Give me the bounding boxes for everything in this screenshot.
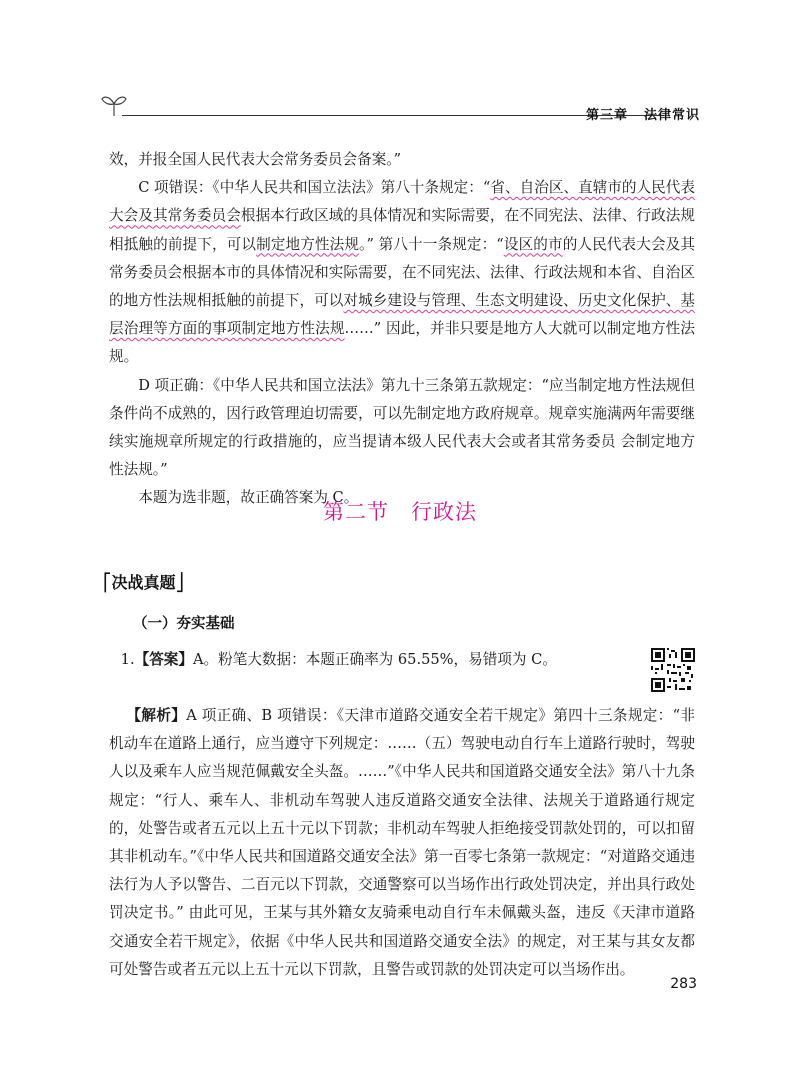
bracket-open: ⎡ [103,573,112,593]
chapter-number: 第三章 [585,108,628,123]
text-run: 的人民代表大会及其常务委员会根据本市的具体情况和实际需要，在不同宪法、法律、行政法规和本省、自治区的地方性法规相抵触的前提下，可以 [109,235,695,310]
practice-heading [103,570,184,593]
text-run: ……” 因此，并非只要是地方人大就可以制定地方性法规。 [109,320,695,366]
paragraph-conclusion: 本题为选非题，故正确答案为 C。 [138,489,359,507]
analysis-paragraph [109,702,695,984]
section-title [0,496,800,526]
highlight-run: 省、自治区、直辖市的人民代表大会及其常务委员会 [109,179,695,225]
chapter-label [586,104,700,123]
highlight-run: 对城乡建设与管理、生态文明建设、历史文化保护、基层治理等方面的事项制定地方性法规 [109,292,695,338]
highlight-run: 设区的市 [503,235,563,253]
answer-tag: 【答案】 [134,651,193,668]
header-rule [122,115,664,116]
analysis-block [109,702,695,984]
answer-line [109,646,641,674]
chapter-title: 法律常识 [643,108,700,123]
analysis-tag: 【解析】 [126,707,187,724]
paragraph-option-d: D 项正确：《中华人民共和国立法法》第九十三条第五款规定：“应当制定地方性法规但条件尚不成熟的，因行政管理迫切需要，可以先制定地方政府规章。规章实施满两年需要继续实施规章所规定的行政措施的，应当提请本级人民代表大会或者其常务委员 会制定地方性法规。” [109,376,695,479]
answer-paragraph [109,646,641,674]
running-header [100,90,700,130]
paragraph-end-prev: 效，并报全国人民代表大会常务委员会备案。” [109,151,402,168]
explanation-continued [109,146,695,513]
highlight-run: 制定地方性法规 [256,235,360,253]
section-number: 第二节 [323,500,389,524]
text-run: 。” 第八十一条规定：“ [359,235,504,253]
text-run: 根据本行政区域的具体情况和实际需要，在不同宪法、法律、行政法规相抵触的前提下，可以 [109,207,695,253]
subheading: （一）夯实基础 [133,616,235,632]
analysis-text: A 项正确、B 项错误：《天津市道路交通安全若干规定》第四十三条规定：“非机动车在道路上通行，应当遵守下列规定：……（五）驾驶电动自行车上道路行驶时，驾驶人以及乘车人应当规范佩戴安全头盔。……”《中华人民共和国道路交通安全法》第八十九条规定：“行人、乘车人、非机动车驾驶人违反道路交通安全法律、法规关于道路通行规定的，处警告或者五元以上五十元以下罚款；非机动车驾驶人拒绝接受罚款处罚的，可以扣留其非机动车。”《中华人民共和国道路交通安全法》第一百零七条第一款规定：“对道路交通违法行为人予以警告、二百元以下罚款，交通警察可以当场作出行政处罚决定，并出具行政处罚决定书。” 由此可见，王某与其外籍女友骑乘电动自行车未佩戴头盔，违反《天津市道路交通安全若干规定》，依据《中华人民共和国道路交通安全法》的规定，对王某与其女友都可处警告或者五元以上五十元以下罚款，且警告或罚款的处罚决定可以当场作出。 [109,707,695,978]
answer-text: A。粉笔大数据：本题正确率为 65.55%，易错项为 C。 [193,651,557,668]
bracket-close: ⎦ [175,573,185,593]
qr-code-icon [651,648,695,692]
paragraph-option-c [109,174,695,371]
text-run: C 项错误：《中华人民共和国立法法》第八十条规定：“ [138,179,491,197]
page-number: 283 [670,976,697,992]
question-number: 1. [120,651,135,668]
sprout-icon [100,92,128,116]
section-name: 行政法 [411,500,477,524]
practice-title: 决战真题 [111,573,176,592]
